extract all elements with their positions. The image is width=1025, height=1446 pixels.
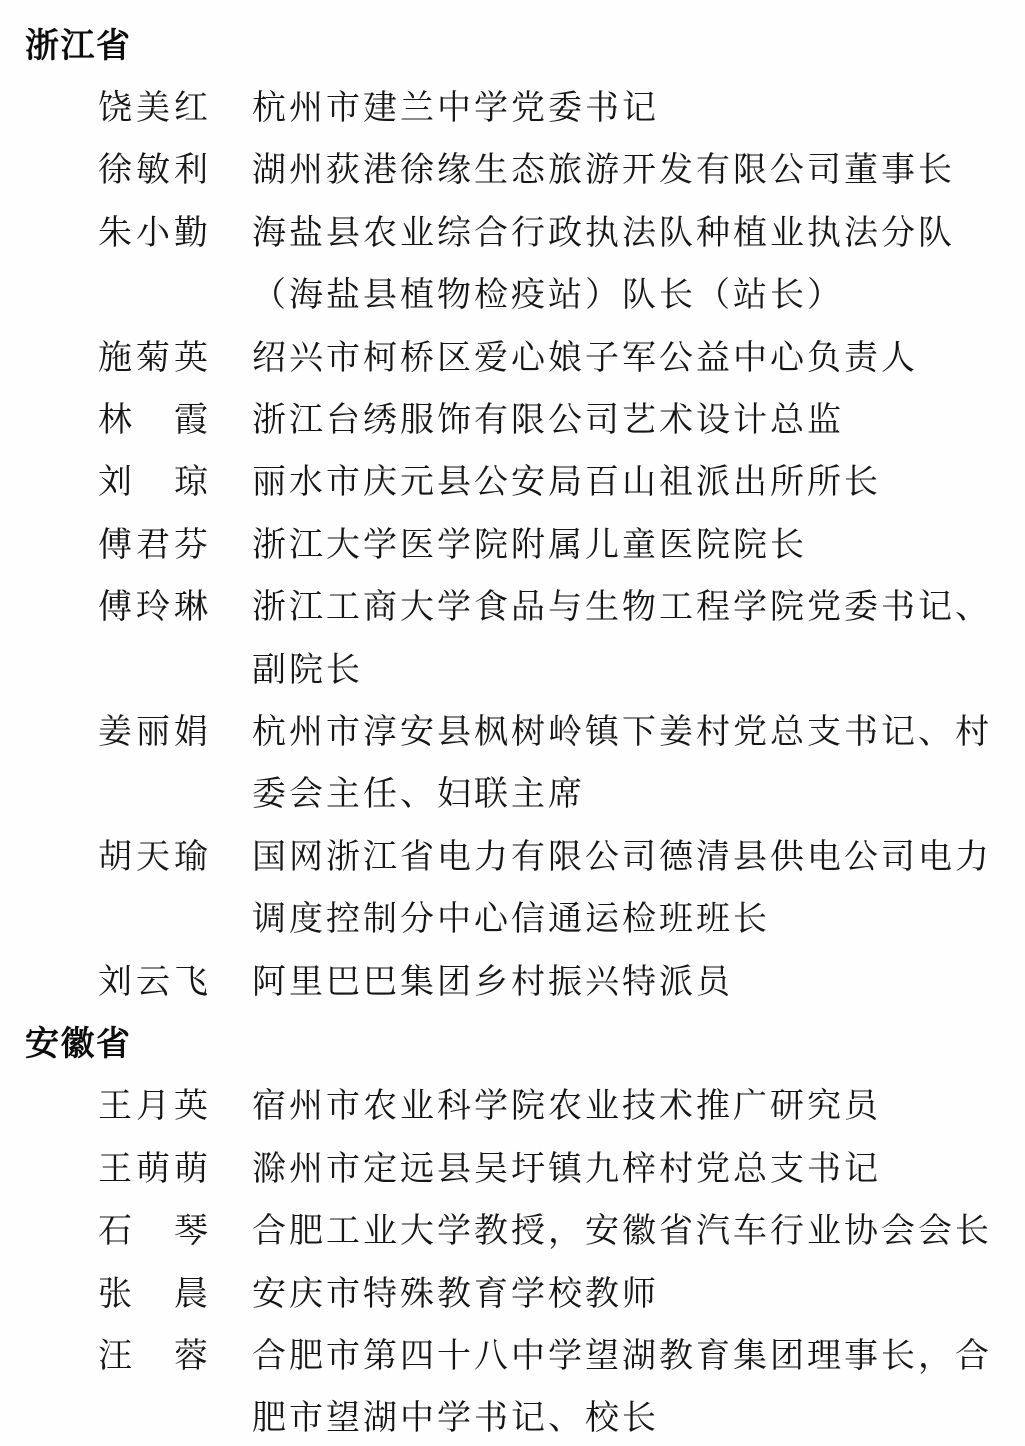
list-item	[0, 448, 1025, 510]
person-name: 饶美红	[98, 90, 212, 128]
person-title: 阿里巴巴集团乡村振兴特派员	[252, 963, 733, 1001]
list-item-continuation	[0, 760, 1025, 822]
person-name: 林 霞	[98, 402, 212, 440]
person-title: 合肥市第四十八中学望湖教育集团理事长，合	[252, 1337, 992, 1375]
list-item	[0, 697, 1025, 759]
person-name: 汪 蓉	[98, 1337, 212, 1375]
person-title-continuation: 副院长	[252, 651, 363, 689]
section-header-zhejiang	[0, 11, 1025, 73]
person-title: 绍兴市柯桥区爱心娘子军公益中心负责人	[252, 339, 918, 377]
person-name: 胡天瑜	[98, 838, 212, 876]
list-item-continuation	[0, 1384, 1025, 1446]
person-name: 傅君芬	[98, 526, 212, 564]
person-name: 王萌萌	[98, 1150, 212, 1188]
list-item	[0, 1321, 1025, 1383]
person-name: 徐敏利	[98, 152, 212, 190]
person-name: 王月英	[98, 1088, 212, 1126]
province-title: 安徽省	[25, 1024, 132, 1063]
person-title: 安庆市特殊教育学校教师	[252, 1275, 659, 1313]
person-name: 张 晨	[98, 1275, 212, 1313]
person-title: 宿州市农业科学院农业技术推广研究员	[252, 1088, 881, 1126]
person-title: 国网浙江省电力有限公司德清县供电公司电力	[252, 838, 992, 876]
person-name: 姜丽娟	[98, 713, 212, 751]
person-title: 丽水市庆元县公安局百山祖派出所所长	[252, 464, 881, 502]
list-item	[0, 323, 1025, 385]
person-name: 傅玲琳	[98, 589, 212, 627]
person-title-continuation: 肥市望湖中学书记、校长	[252, 1400, 659, 1438]
person-title: 浙江大学医学院附属儿童医院院长	[252, 526, 807, 564]
person-title: 合肥工业大学教授，安徽省汽车行业协会会长	[252, 1213, 992, 1251]
person-name: 刘 琼	[98, 464, 212, 502]
list-item	[0, 1259, 1025, 1321]
section-header-anhui	[0, 1009, 1025, 1071]
person-name: 刘云飞	[98, 963, 212, 1001]
list-item	[0, 1134, 1025, 1196]
province-title: 浙江省	[25, 26, 132, 65]
list-item	[0, 1072, 1025, 1134]
person-name: 石 琴	[98, 1213, 212, 1251]
list-item	[0, 136, 1025, 198]
person-title: 海盐县农业综合行政执法队种植业执法分队	[252, 214, 955, 252]
list-item-continuation	[0, 635, 1025, 697]
list-item	[0, 198, 1025, 260]
person-title-continuation: （海盐县植物检疫站）队长（站长）	[252, 277, 844, 315]
list-item	[0, 1196, 1025, 1258]
list-item	[0, 573, 1025, 635]
list-item-continuation	[0, 884, 1025, 946]
person-title-continuation: 委会主任、妇联主席	[252, 776, 585, 814]
person-title-continuation: 调度控制分中心信通运检班班长	[252, 901, 770, 939]
list-item	[0, 822, 1025, 884]
person-title: 滁州市定远县吴圩镇九梓村党总支书记	[252, 1150, 881, 1188]
person-title: 湖州荻港徐缘生态旅游开发有限公司董事长	[252, 152, 955, 190]
person-name: 施菊英	[98, 339, 212, 377]
list-item	[0, 385, 1025, 447]
person-title: 杭州市建兰中学党委书记	[252, 90, 659, 128]
person-title: 浙江台绣服饰有限公司艺术设计总监	[252, 402, 844, 440]
person-title: 浙江工商大学食品与生物工程学院党委书记、	[252, 589, 992, 627]
list-item	[0, 73, 1025, 135]
list-item-continuation	[0, 261, 1025, 323]
list-item	[0, 510, 1025, 572]
list-item	[0, 947, 1025, 1009]
person-title: 杭州市淳安县枫树岭镇下姜村党总支书记、村	[252, 713, 992, 751]
person-name: 朱小勤	[98, 214, 212, 252]
